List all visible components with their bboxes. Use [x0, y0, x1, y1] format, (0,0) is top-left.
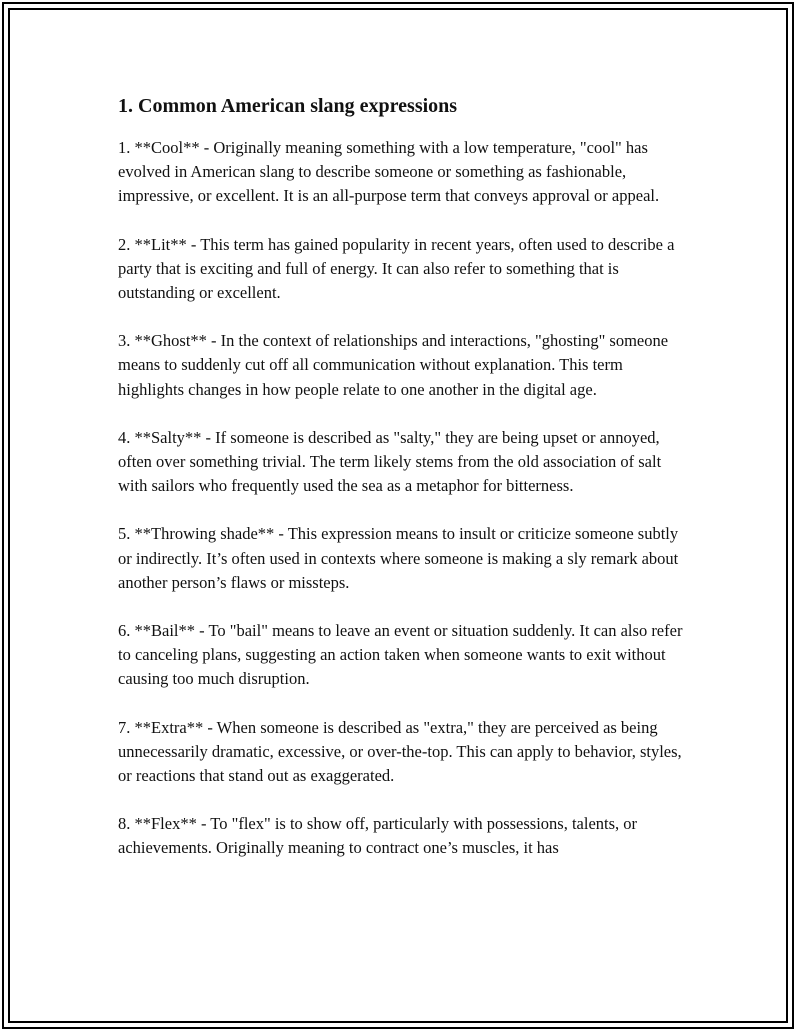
slang-item-lit: 2. **Lit** - This term has gained popularity in recent years, often used to describe a party that is exciting and full of energy. It can also refer to something that is outstanding or excellent.	[118, 234, 675, 303]
slang-item-throwing-shade: 5. **Throwing shade** - This expression means to insult or criticize someone subtly or indirectly. It’s often used in contexts where someone is making a sly remark about another person’s flaws or missteps.	[118, 524, 679, 592]
document-title: 1. Common American slang expressions	[118, 95, 458, 117]
slang-item-bail: 6. **Bail** - To "bail" means to leave an event or situation suddenly. It can also refer to canceling plans, suggesting an action taken when someone wants to exit without causing too much disruption.	[118, 621, 683, 689]
slang-item-flex: 8. **Flex** - To "flex" is to show off, particularly with possessions, talents, or achievements. Originally meaning to contract one’s muscles, it has	[118, 814, 638, 858]
slang-item-salty: 4. **Salty** - If someone is described as "salty," they are being upset or annoyed, often over something trivial. The term likely stems from the old association of salt with sailors who frequently used the sea as a metaphor for bitterness.	[118, 427, 662, 496]
slang-item-cool: 1. **Cool** - Originally meaning something with a low temperature, "cool" has evolved in American slang to describe someone or something as fashionable, impressive, or excellent. It is an all-purpose term that conveys approval or appeal.	[118, 138, 660, 206]
slang-item-extra: 7. **Extra** - When someone is described as "extra," they are perceived as being unnecessarily dramatic, excessive, or over-the-top. This can apply to behavior, styles, or reactions that stand out as exaggerated.	[118, 717, 682, 786]
document-body	[118, 93, 686, 885]
slang-item-ghost: 3. **Ghost** - In the context of relationships and interactions, "ghosting" someone means to suddenly cut off all communication without explanation. This term highlights changes in how people relate to one another in the digital age.	[118, 331, 669, 399]
